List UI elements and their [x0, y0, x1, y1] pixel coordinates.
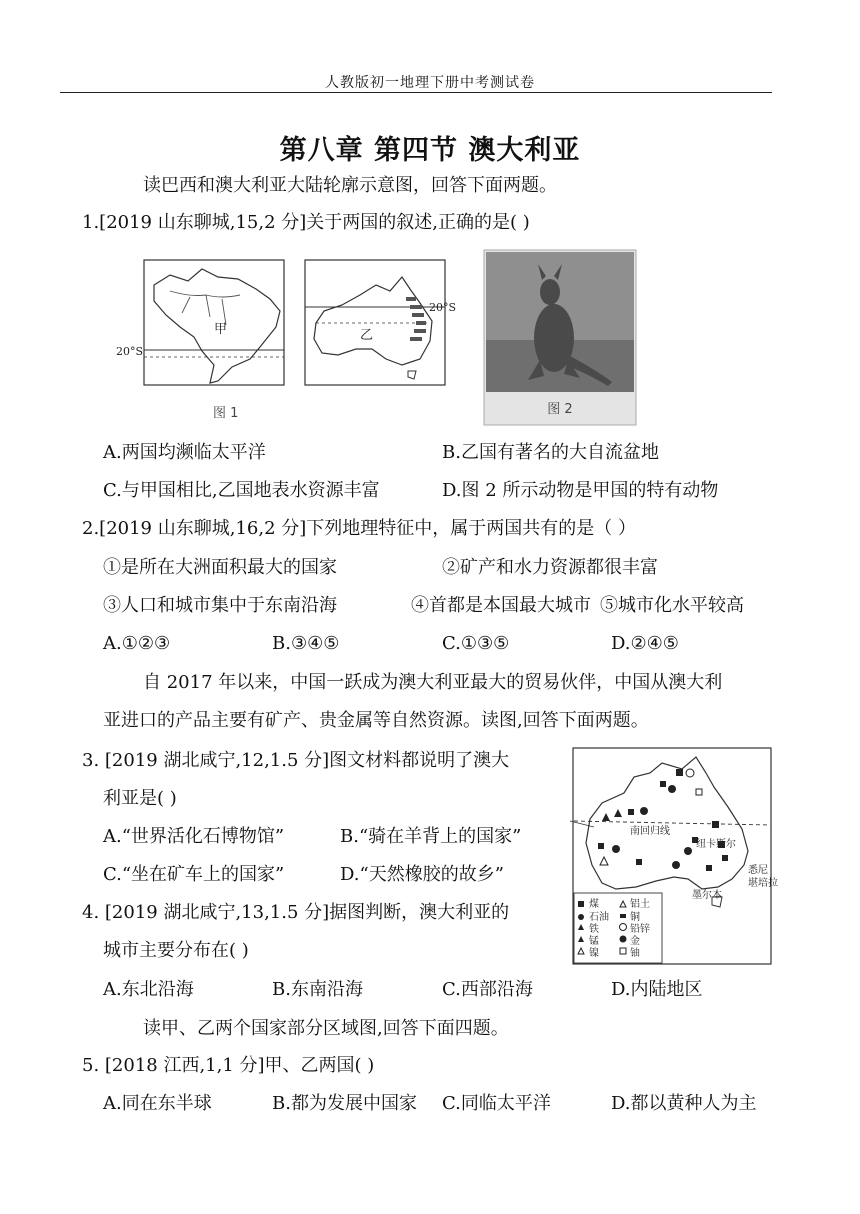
header-rule	[60, 92, 772, 93]
figure-2-kangaroo-photo	[484, 250, 636, 425]
city-melbourne: 墨尔本	[692, 890, 722, 901]
q2-statement-3: ③人口和城市集中于东南沿海	[103, 595, 337, 616]
q5-option-d: D.都以黄种人为主	[611, 1093, 757, 1114]
svg-text:金: 金	[630, 936, 640, 947]
australia-mineral-map	[572, 747, 778, 965]
svg-text:石油: 石油	[589, 912, 609, 923]
svg-text:铝土: 铝土	[630, 899, 650, 910]
figure-1-caption: 图 1	[213, 406, 239, 421]
intro-2-line-1: 自 2017 年以来，中国一跃成为澳大利亚最大的贸易伙伴，中国从澳大利	[143, 672, 723, 693]
q1-stem: 1.[2019 山东聊城,15,2 分]关于两国的叙述,正确的是( )	[82, 212, 530, 233]
q3-option-b: B.“骑在羊背上的国家”	[340, 826, 522, 847]
svg-text:锰: 锰	[589, 936, 599, 947]
intro-2-line-2: 亚进口的产品主要有矿产、贵金属等自然资源。读图,回答下面两题。	[103, 710, 649, 731]
q2-option-d: D.②④⑤	[611, 633, 679, 654]
q4-option-d: D.内陆地区	[611, 979, 703, 1000]
q1-option-c: C.与甲国相比,乙国地表水资源丰富	[103, 480, 380, 501]
q2-statement-2: ②矿产和水力资源都很丰富	[442, 557, 658, 578]
intro-3: 读甲、乙两个国家部分区域图,回答下面四题。	[143, 1018, 509, 1039]
q2-statement-5: ⑤城市化水平较高	[600, 595, 744, 616]
q3-option-a: A.“世界活化石博物馆”	[103, 826, 285, 847]
q2-option-b: B.③④⑤	[272, 633, 340, 654]
q4-option-a: A.东北沿海	[103, 979, 194, 1000]
q1-option-b: B.乙国有著名的大自流盆地	[442, 442, 659, 463]
q2-stem: 2.[2019 山东聊城,16,2 分]下列地理特征中，属于两国共有的是（ ）	[82, 518, 636, 539]
q4-stem-line-2: 城市主要分布在( )	[103, 940, 249, 961]
svg-text:镍: 镍	[589, 948, 599, 959]
city-newcastle: 纽卡斯尔	[696, 839, 736, 850]
city-sydney: 悉尼	[748, 865, 768, 876]
q5-option-b: B.都为发展中国家	[272, 1093, 417, 1114]
q1-option-d: D.图 2 所示动物是甲国的特有动物	[442, 480, 719, 501]
q3-stem-line-1: 3. [2019 湖北咸宁,12,1.5 分]图文材料都说明了澳大	[82, 750, 510, 771]
svg-text:铅锌: 铅锌	[630, 924, 650, 935]
q2-statement-1: ①是所在大洲面积最大的国家	[103, 557, 337, 578]
svg-text:铀: 铀	[630, 948, 640, 959]
brazil-label: 甲	[214, 322, 228, 337]
q3-stem-line-2: 利亚是( )	[103, 788, 177, 809]
svg-text:铁: 铁	[589, 924, 599, 935]
intro-1: 读巴西和澳大利亚大陆轮廓示意图，回答下面两题。	[143, 175, 557, 196]
figure-2-caption: 图 2	[547, 402, 573, 417]
australia-outline	[314, 277, 432, 365]
page-title: 第八章 第四节 澳大利亚	[279, 135, 581, 166]
australia-label: 乙	[360, 328, 374, 343]
q2-statement-4: ④首都是本国最大城市	[411, 595, 591, 616]
q3-option-c: C.“坐在矿车上的国家”	[103, 864, 285, 885]
tropic-label: 南回归线	[630, 826, 670, 837]
q5-option-c: C.同临太平洋	[442, 1093, 551, 1114]
q2-option-a: A.①②③	[103, 633, 171, 654]
lat-label-right: 20°S	[428, 301, 456, 314]
q5-option-a: A.同在东半球	[103, 1093, 212, 1114]
figure-1-outline-maps	[110, 255, 456, 425]
q5-stem: 5. [2018 江西,1,1 分]甲、乙两国( )	[82, 1055, 375, 1076]
q4-option-c: C.西部沿海	[442, 979, 533, 1000]
q4-option-b: B.东南沿海	[272, 979, 363, 1000]
city-canberra: 堪培拉	[748, 878, 778, 889]
q4-stem-line-1: 4. [2019 湖北咸宁,13,1.5 分]据图判断，澳大利亚的	[82, 902, 510, 923]
lat-label-left: 20°S	[116, 345, 144, 358]
svg-text:铜: 铜	[630, 912, 640, 923]
q1-option-a: A.两国均濒临太平洋	[103, 442, 266, 463]
q3-option-d: D.“天然橡胶的故乡”	[340, 864, 504, 885]
q2-option-c: C.①③⑤	[442, 633, 510, 654]
page-header: 人教版初一地理下册中考测试卷	[325, 75, 535, 91]
svg-text:煤: 煤	[589, 899, 599, 910]
